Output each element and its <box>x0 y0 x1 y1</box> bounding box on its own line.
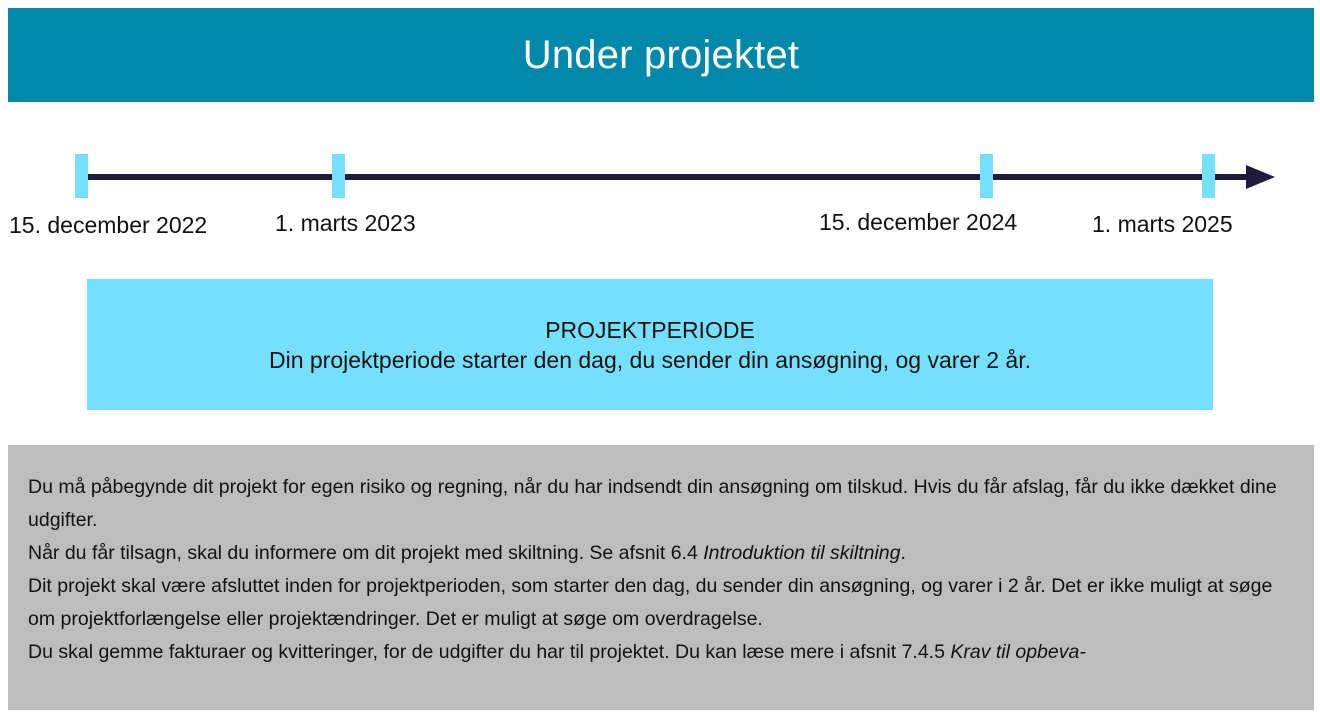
info-paragraph-period: Dit projekt skal være afsluttet inden for projektperioden, som starter den dag, du sender din ansøgning, og varer i 2 år. Det er ikke muligt at søge om projektforlængelse eller projektændringer. Det er muligt at søge om overdragelse. <box>28 575 1273 630</box>
info-signage-text: Når du får tilsagn, skal du informere om dit projekt med skiltning. Se afsnit 6.4 <box>28 542 704 564</box>
timeline-date-label: 15. december 2022 <box>9 212 208 238</box>
header-banner <box>8 8 1314 102</box>
timeline-date-label: 15. december 2024 <box>819 209 1018 235</box>
info-signage-end: . <box>900 542 906 564</box>
project-period-box <box>87 279 1213 410</box>
info-panel <box>8 445 1314 710</box>
signage-section-reference: Introduktion til skiltning <box>703 542 901 564</box>
timeline-date-label: 1. marts 2023 <box>275 210 416 236</box>
page-title: Under projektet <box>522 32 800 77</box>
info-paragraph-signage <box>28 537 1294 570</box>
project-period-title: PROJEKTPERIODE <box>545 316 755 343</box>
timeline-marker-2022-12-15 <box>75 154 88 198</box>
timeline-date-label: 1. marts 2025 <box>1092 211 1233 237</box>
timeline-arrowhead-icon <box>1246 165 1275 189</box>
storage-section-reference: Krav til opbeva- <box>950 641 1086 663</box>
timeline <box>0 140 1320 210</box>
info-paragraph-start-risk: Du må påbegynde dit projekt for egen risiko og regning, når du har indsendt din ansøgning om tilskud. Hvis du får afslag, får du ikke dækket dine udgifter. <box>28 476 1277 531</box>
timeline-marker-2023-03-01 <box>332 154 345 198</box>
timeline-marker-2025-03-01 <box>1202 154 1215 198</box>
info-invoices-text: Du skal gemme fakturaer og kvitteringer, for de udgifter du har til projektet. Du kan læse mere i afsnit 7.4.5 <box>28 641 951 663</box>
info-paragraph-invoices <box>28 636 1294 669</box>
timeline-marker-2024-12-15 <box>980 154 993 198</box>
project-period-description: Din projektperiode starter den dag, du sender din ansøgning, og varer 2 år. <box>268 346 1032 373</box>
